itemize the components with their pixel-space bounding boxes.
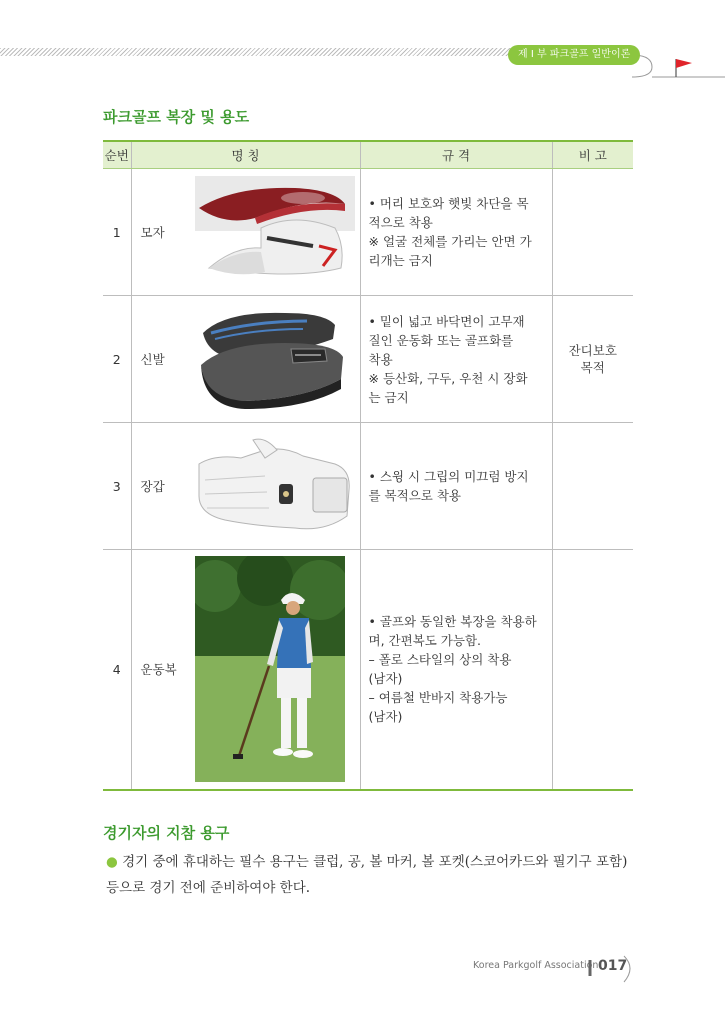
spec-line: 질인 운동화 또는 골프화를: [368, 332, 514, 348]
table-header-row: [103, 141, 633, 169]
page-number: 017: [598, 958, 628, 974]
spec-line: 며, 간편복도 가능함.: [368, 633, 481, 649]
spec-line: 리개는 금지: [368, 253, 433, 268]
note-cell: [552, 169, 633, 296]
equipment-text: 경기 중에 휴대하는 필수 용구는 클럽, 공, 볼 마커, 볼 포켓(스코어카드와 필기구 포함) 등으로 경기 전에 준비하여야 한다.: [106, 854, 628, 896]
row-number: 4: [103, 550, 131, 790]
table-row: [103, 550, 633, 790]
spec-line: – 폴로 스타일의 상의 착용: [368, 652, 512, 668]
spec-line: 착용: [368, 351, 393, 367]
spec-line: 는 금지: [368, 389, 409, 405]
spec-line: ※ 얼굴 전체를 가리는 안면 가: [368, 234, 532, 249]
item-name: 신발: [140, 352, 165, 367]
item-name: 모자: [140, 225, 165, 240]
bullet-icon: ●: [106, 854, 118, 870]
spec-line: ※ 등산화, 구두, 우천 시 장화: [368, 370, 528, 386]
cap-image: [195, 176, 355, 288]
col-header-no: 순번: [103, 141, 131, 169]
part-label: 제 I 부 파크골프 일반이론: [508, 45, 640, 65]
note-cell: 잔디보호 목적: [552, 296, 633, 423]
row-number: 1: [103, 169, 131, 296]
row-number: 2: [103, 296, 131, 423]
attire-table: [103, 140, 633, 791]
flag-icon: [672, 58, 702, 78]
col-header-spec: 규 격: [360, 141, 552, 169]
note-cell: [552, 550, 633, 790]
equipment-paragraph: [106, 849, 636, 901]
spec-line: 를 목적으로 착용: [368, 488, 461, 503]
item-name: 장갑: [140, 479, 165, 494]
spec-line: • 머리 보호와 햇빛 차단을 목: [368, 196, 529, 211]
table-row: [103, 423, 633, 550]
row-number: 3: [103, 423, 131, 550]
spec-line: (남자): [368, 671, 403, 687]
item-name: 운동복: [140, 662, 177, 678]
col-header-name: 명 칭: [131, 141, 360, 169]
spec-line: 적으로 착용: [368, 215, 433, 230]
col-header-note: 비 고: [552, 141, 633, 169]
section-title-equipment: 경기자의 지참 용구: [103, 824, 230, 842]
section-title-attire: 파크골프 복장 및 용도: [103, 108, 250, 126]
note-cell: [552, 423, 633, 550]
spec-line: • 골프와 동일한 복장을 착용하: [368, 614, 537, 630]
spec-line: • 스윙 시 그립의 미끄럼 방지: [368, 469, 529, 484]
spec-line: – 여름철 반바지 착용가능: [368, 690, 508, 706]
table-row: [103, 296, 633, 423]
shoes-image: [195, 303, 355, 415]
glove-image: [195, 436, 355, 536]
table-row: [103, 169, 633, 296]
spec-line: (남자): [368, 709, 403, 725]
spec-line: • 밑이 넓고 바닥면이 고무재: [368, 313, 525, 329]
golfer-photo: [195, 556, 345, 782]
footer-association: Korea Parkgolf Association: [473, 960, 599, 971]
